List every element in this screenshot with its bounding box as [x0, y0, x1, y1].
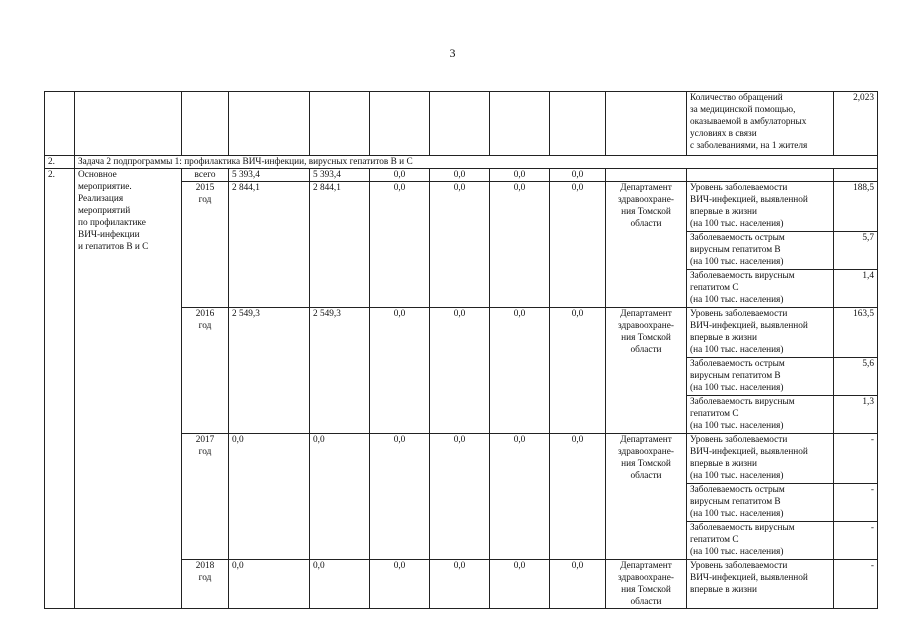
indicator-value: -: [834, 522, 878, 560]
funding-value: 0,0: [550, 308, 606, 434]
funding-value: 0,0: [490, 434, 550, 560]
task-number: 2.: [45, 156, 75, 169]
text-line: ВИЧ-инфекции: [78, 230, 140, 240]
empty-cell: [606, 169, 687, 182]
funding-value: 0,0: [550, 182, 606, 308]
funding-value: 0,0: [229, 560, 310, 609]
executor-cell: [606, 434, 687, 560]
text-line: ния Томской: [621, 333, 671, 343]
text-line: оказываемой в амбулаторных: [690, 117, 807, 127]
text-line: год: [198, 195, 212, 205]
text-line: год: [198, 573, 212, 583]
funding-value: 0,0: [430, 434, 490, 560]
text-line: здравоохране-: [617, 321, 675, 331]
text-line: Заболеваемость острым: [690, 233, 785, 243]
indicator-cell: [687, 484, 834, 522]
text-line: Количество обращений: [690, 93, 783, 103]
indicator-cell: [687, 232, 834, 270]
text-line: 2017: [195, 435, 215, 445]
text-line: (на 100 тыс. населения): [690, 509, 784, 519]
text-line: Заболеваемость вирусным: [690, 397, 795, 407]
funding-value: 0,0: [550, 560, 606, 609]
text-line: ния Томской: [621, 585, 671, 595]
funding-value: 2 844,1: [310, 182, 370, 308]
indicator-value: 1,4: [834, 270, 878, 308]
text-line: (на 100 тыс. населения): [690, 345, 784, 355]
funding-value: 0,0: [229, 434, 310, 560]
text-line: здравоохране-: [617, 573, 675, 583]
text-line: по профилактике: [78, 218, 146, 228]
table-row: [45, 156, 878, 169]
year-cell: [182, 182, 229, 308]
indicator-cell: [687, 308, 834, 358]
executor-cell: [606, 560, 687, 609]
text-line: Заболеваемость вирусным: [690, 523, 795, 533]
text-line: ВИЧ-инфекцией, выявленной: [690, 195, 808, 205]
funding-value: 0,0: [490, 182, 550, 308]
empty-cell: [75, 92, 182, 156]
indicator-value: 5,6: [834, 358, 878, 396]
indicator-cell: [687, 270, 834, 308]
text-line: Уровень заболеваемости: [690, 561, 788, 571]
text-line: ния Томской: [621, 207, 671, 217]
year-cell: [182, 308, 229, 434]
text-line: вирусным гепатитом В: [690, 245, 781, 255]
text-line: гепатитом С: [690, 535, 739, 545]
empty-cell: [490, 92, 550, 156]
indicator-cell: [687, 560, 834, 609]
text-line: впервые в жизни: [690, 333, 757, 343]
text-line: 2015: [195, 183, 215, 193]
funding-value: 0,0: [490, 308, 550, 434]
text-line: гепатитом С: [690, 409, 739, 419]
empty-cell: [229, 92, 310, 156]
text-line: (на 100 тыс. населения): [690, 295, 784, 305]
text-line: год: [198, 447, 212, 457]
text-line: ВИЧ-инфекцией, выявленной: [690, 447, 808, 457]
text-line: Департамент: [620, 309, 672, 319]
text-line: (на 100 тыс. населения): [690, 547, 784, 557]
event-number: 2.: [45, 169, 75, 609]
indicator-value: -: [834, 560, 878, 609]
text-line: с заболеваниями, на 1 жителя: [690, 141, 808, 151]
empty-cell: [182, 92, 229, 156]
total-value: 0,0: [370, 169, 430, 182]
year-cell: [182, 560, 229, 609]
empty-cell: [370, 92, 430, 156]
total-value: 0,0: [430, 169, 490, 182]
table-row: [45, 92, 878, 156]
text-line: Заболеваемость острым: [690, 359, 785, 369]
page-number: 3: [449, 46, 456, 60]
indicator-cell: [687, 182, 834, 232]
year-cell: [182, 434, 229, 560]
indicator-cell: [687, 92, 834, 156]
indicator-cell: [687, 522, 834, 560]
text-line: Департамент: [620, 561, 672, 571]
funding-value: 2 844,1: [229, 182, 310, 308]
text-line: вирусным гепатитом В: [690, 371, 781, 381]
text-line: 2018: [195, 561, 215, 571]
funding-value: 0,0: [310, 434, 370, 560]
task-title: Задача 2 подпрограммы 1: профилактика ВИЧ-инфекции, вирусных гепатитов В и С: [75, 156, 878, 169]
empty-cell: [687, 169, 834, 182]
text-line: мероприятий: [78, 206, 131, 216]
funding-value: 0,0: [370, 182, 430, 308]
indicator-value: -: [834, 434, 878, 484]
text-line: области: [630, 471, 662, 481]
text-line: за медицинской помощью,: [690, 105, 796, 115]
text-line: Заболеваемость острым: [690, 485, 785, 495]
text-line: мероприятие.: [78, 182, 132, 192]
empty-cell: [45, 92, 75, 156]
indicator-cell: [687, 396, 834, 434]
text-line: впервые в жизни: [690, 585, 757, 595]
text-line: (на 100 тыс. населения): [690, 471, 784, 481]
indicator-value: 2,023: [834, 92, 878, 156]
text-line: Департамент: [620, 183, 672, 193]
text-line: впервые в жизни: [690, 207, 757, 217]
empty-cell: [310, 92, 370, 156]
table-row: [45, 169, 878, 182]
text-line: Уровень заболеваемости: [690, 309, 788, 319]
text-line: ВИЧ-инфекцией, выявленной: [690, 321, 808, 331]
text-line: Департамент: [620, 435, 672, 445]
funding-value: 0,0: [430, 560, 490, 609]
text-line: Уровень заболеваемости: [690, 183, 788, 193]
indicator-value: -: [834, 484, 878, 522]
text-line: год: [198, 321, 212, 331]
funding-value: 2 549,3: [229, 308, 310, 434]
program-table: [44, 91, 878, 609]
total-value: 5 393,4: [229, 169, 310, 182]
text-line: (на 100 тыс. населения): [690, 421, 784, 431]
funding-value: 0,0: [430, 182, 490, 308]
empty-cell: [550, 92, 606, 156]
text-line: впервые в жизни: [690, 459, 757, 469]
text-line: Основное: [78, 170, 117, 180]
indicator-value: 5,7: [834, 232, 878, 270]
total-value: 5 393,4: [310, 169, 370, 182]
funding-value: 2 549,3: [310, 308, 370, 434]
text-line: здравоохране-: [617, 195, 675, 205]
text-line: и гепатитов В и С: [78, 242, 149, 252]
text-line: (на 100 тыс. населения): [690, 219, 784, 229]
text-line: здравоохране-: [617, 447, 675, 457]
funding-value: 0,0: [370, 308, 430, 434]
indicator-value: 188,5: [834, 182, 878, 232]
text-line: ВИЧ-инфекцией, выявленной: [690, 573, 808, 583]
total-value: 0,0: [490, 169, 550, 182]
text-line: области: [630, 345, 662, 355]
total-label: всего: [182, 169, 229, 182]
text-line: Заболеваемость вирусным: [690, 271, 795, 281]
text-line: ния Томской: [621, 459, 671, 469]
funding-value: 0,0: [370, 434, 430, 560]
empty-cell: [606, 92, 687, 156]
indicator-value: 1,3: [834, 396, 878, 434]
executor-cell: [606, 308, 687, 434]
text-line: (на 100 тыс. населения): [690, 257, 784, 267]
text-line: области: [630, 219, 662, 229]
text-line: области: [630, 597, 662, 607]
executor-cell: [606, 182, 687, 308]
empty-cell: [430, 92, 490, 156]
text-line: Уровень заболеваемости: [690, 435, 788, 445]
indicator-cell: [687, 434, 834, 484]
indicator-cell: [687, 358, 834, 396]
text-line: гепатитом С: [690, 283, 739, 293]
text-line: 2016: [195, 309, 215, 319]
funding-value: 0,0: [490, 560, 550, 609]
total-value: 0,0: [550, 169, 606, 182]
text-line: условиях в связи: [690, 129, 757, 139]
text-line: Реализация: [78, 194, 124, 204]
event-name: [75, 169, 182, 609]
funding-value: 0,0: [430, 308, 490, 434]
text-line: (на 100 тыс. населения): [690, 383, 784, 393]
text-line: вирусным гепатитом В: [690, 497, 781, 507]
funding-value: 0,0: [310, 560, 370, 609]
funding-value: 0,0: [550, 434, 606, 560]
funding-value: 0,0: [370, 560, 430, 609]
indicator-value: 163,5: [834, 308, 878, 358]
empty-cell: [834, 169, 878, 182]
